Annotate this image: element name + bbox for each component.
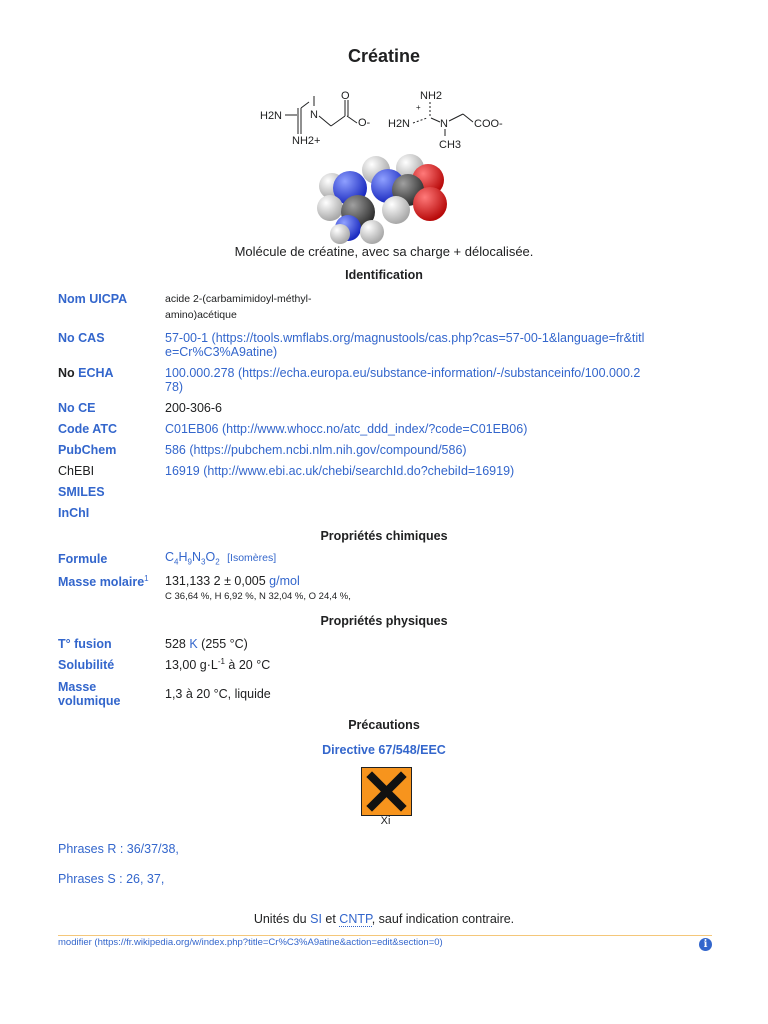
atom-hydrogen	[360, 220, 384, 244]
label-n-right: N	[440, 118, 448, 130]
echa-link[interactable]: ECHA	[78, 366, 114, 380]
label-solubilite[interactable]: Solubilité	[58, 658, 115, 672]
label-masse-molaire[interactable]: Masse molaire$^1$	[58, 574, 149, 590]
label-masse-volumique[interactable]: Masse volumique	[58, 680, 121, 708]
value-nom-uicpa: acide 2-(carbamimidoyl-méthyl-	[165, 293, 312, 305]
structure-formulas	[255, 88, 515, 154]
value-nom-uicpa-cont: amino)acétique	[165, 309, 237, 321]
label-o: O	[341, 90, 350, 102]
value-density: 1,3 à 20 °C, liquide	[165, 687, 271, 701]
value-pubchem-link[interactable]: 586 (https://pubchem.ncbi.nlm.nih.gov/compound/586)	[165, 443, 467, 457]
value-echa-link[interactable]: 100.000.278 (https://echa.europa.eu/substance-information/-/substanceinfo/100.000.2	[165, 366, 641, 380]
page-title: Créatine	[347, 46, 421, 66]
label-h2n: H2N	[260, 110, 283, 122]
footer-divider	[58, 935, 712, 936]
label-smiles[interactable]: SMILES	[58, 485, 105, 499]
atom-oxygen	[413, 187, 447, 221]
value-ce: 200-306-6	[165, 401, 222, 415]
phrases-s-link[interactable]: Phrases S : 26, 37,	[58, 872, 165, 886]
label-formule[interactable]: Formule	[58, 552, 108, 566]
label-cas[interactable]: No CAS	[58, 331, 105, 345]
image-caption: Molécule de créatine, avec sa charge + délocalisée.	[234, 244, 534, 259]
value-echa-link-cont[interactable]: 78)	[165, 380, 184, 394]
label-coo: COO-	[474, 118, 503, 130]
label-charge: +	[416, 103, 421, 112]
value-molar-mass: 131,133 2 ± 0,005 g/mol	[165, 574, 300, 588]
value-formula	[165, 550, 276, 567]
info-icon[interactable]: i	[699, 938, 712, 951]
section-identification: Identification	[345, 268, 423, 282]
value-t-fusion: 528 K (255 °C)	[165, 637, 248, 651]
section-precautions: Précautions	[348, 718, 420, 732]
directive-link[interactable]: Directive 67/548/EEC	[322, 743, 446, 757]
label-n-left: N	[310, 109, 318, 121]
value-cas-link[interactable]: 57-00-1 (https://tools.wmflabs.org/magnustools/cas.php?cas=57-00-1&language=fr&titl	[165, 331, 645, 345]
section-physical-properties: Propriétés physiques	[320, 614, 448, 628]
label-code-atc[interactable]: Code ATC	[58, 422, 118, 436]
structure-left	[260, 90, 371, 147]
footnote-ref: 1	[144, 574, 149, 583]
phrases-r-link[interactable]: Phrases R : 36/37/38,	[58, 842, 179, 856]
label-nom-uicpa[interactable]: Nom UICPA	[58, 292, 128, 306]
label-ominus: O-	[358, 117, 371, 129]
value-solubility: 13,00 $g\cdot L^{-1}$ à 20 °C	[165, 657, 271, 673]
label-ch3: CH3	[439, 139, 462, 151]
isomers-link[interactable]: [Isomères]	[227, 552, 277, 564]
atom-hydrogen	[317, 195, 343, 221]
structure-right	[388, 90, 503, 151]
kelvin-link[interactable]: K	[189, 637, 198, 651]
molecule-3d-model	[310, 150, 460, 246]
formula-link[interactable]: $C_4H_9N_3O_2$	[165, 550, 220, 567]
label-h2n-right: H2N	[388, 118, 411, 130]
atom-hydrogen	[382, 196, 410, 224]
label-t-fusion[interactable]: T° fusion	[58, 637, 112, 651]
atom-hydrogen	[330, 224, 350, 244]
label-ce[interactable]: No CE	[58, 401, 96, 415]
label-nh2plus: NH2+	[292, 135, 321, 147]
value-chebi-link[interactable]: 16919 (http://www.ebi.ac.uk/chebi/searchId.do?chebiId=16919)	[165, 464, 515, 478]
label-echa: No ECHA	[58, 366, 114, 380]
label-chebi: ChEBI	[58, 464, 95, 478]
hazard-xi-icon[interactable]	[361, 767, 412, 816]
value-cas-link-cont[interactable]: e=Cr%C3%A9atine)	[165, 345, 278, 359]
label-nh2: NH2	[420, 90, 443, 102]
value-atc-link[interactable]: C01EB06 (http://www.whocc.no/atc_ddd_index/?code=C01EB06)	[165, 422, 528, 436]
label-inchi[interactable]: InChI	[58, 506, 90, 520]
value-molar-composition: C 36,64 %, H 6,92 %, N 32,04 %, O 24,4 %,	[165, 591, 351, 602]
gmol-link[interactable]: g/mol	[269, 574, 300, 588]
hazard-label: Xi	[380, 815, 391, 827]
label-pubchem[interactable]: PubChem	[58, 443, 117, 457]
cntp-link[interactable]: CNTP	[339, 912, 372, 926]
section-chemical-properties: Propriétés chimiques	[320, 529, 448, 543]
modify-link[interactable]: modifier (https://fr.wikipedia.org/w/index.php?title=Cr%C3%A9atine&action=edit&section=0)	[58, 937, 443, 948]
units-note: Unités du SI et CNTP, sauf indication contraire.	[253, 912, 515, 926]
si-link[interactable]: SI	[310, 912, 322, 926]
